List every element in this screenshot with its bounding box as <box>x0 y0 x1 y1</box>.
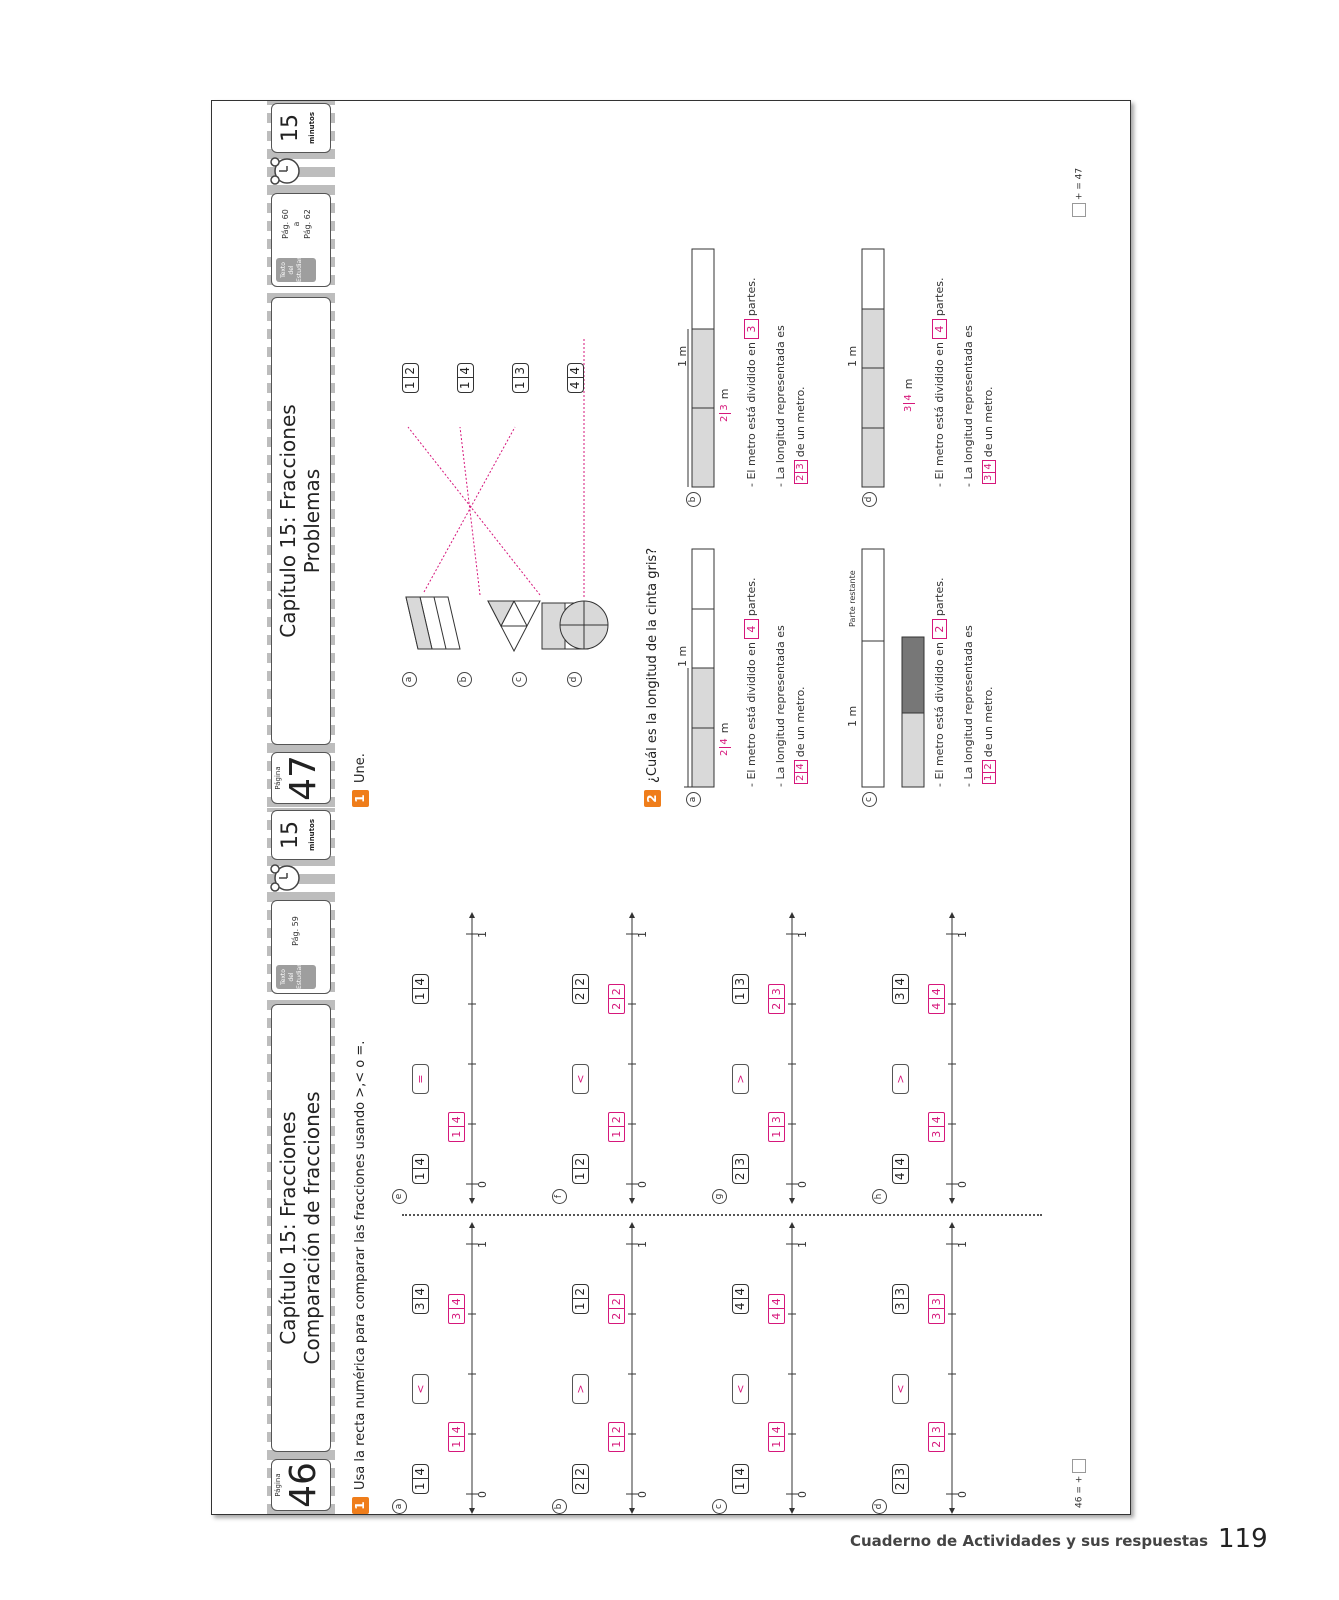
fraction-1-3: 1 3 <box>512 363 529 393</box>
axis-end: 1 <box>956 931 969 938</box>
pages-reference: Pág. 59 <box>291 916 300 946</box>
question-1-badge: 1 <box>352 1497 369 1514</box>
question-2-badge: 2 <box>644 790 661 807</box>
left: 1 4 <box>732 1464 749 1494</box>
question-1-text: Usa la recta numérica para comparar las fracciones usando >,< o =. <box>353 1040 368 1490</box>
fraction-1-2: 1 2 <box>402 363 419 393</box>
footer-page-number: 119 <box>1218 1524 1268 1554</box>
textbook-reference <box>271 193 331 287</box>
right: 2 2 <box>572 974 589 1004</box>
chapter-title-box <box>271 297 331 745</box>
axis-start: 0 <box>636 1491 649 1498</box>
left: 2 3 <box>892 1464 909 1494</box>
page-number-box <box>271 752 331 804</box>
left: 4 4 <box>892 1154 909 1184</box>
remaining-part-label: Parte restante <box>848 570 857 627</box>
tape-d-line1: - El metro está dividido en4partes. <box>933 277 946 487</box>
comparison-sign: < <box>732 1374 749 1404</box>
chapter-subtitle: Problemas <box>300 468 324 574</box>
right: 3 3 <box>892 1284 909 1314</box>
tape-a-length: 2 4 m <box>718 722 731 756</box>
tape-b-line2: - La longitud representada es <box>774 325 787 487</box>
tape-d-line3: 3 4 de un metro. <box>982 386 996 487</box>
item-label: a <box>392 1499 407 1514</box>
minutes-label: minutos <box>308 112 316 144</box>
compare-item-c <box>712 1222 862 1514</box>
axis-start: 0 <box>476 1491 489 1498</box>
page-label: Página <box>274 1473 282 1497</box>
tape-a-line2: - La longitud representada es <box>774 625 787 787</box>
question-1-text: Une. <box>353 753 368 783</box>
book-spread <box>211 100 1131 1515</box>
tape-b-length: 2 3 m <box>718 388 731 422</box>
ans1: 3 4 <box>928 1112 945 1142</box>
right: 3 4 <box>892 974 909 1004</box>
ans1: 2 3 <box>928 1422 945 1452</box>
pages-ref-end: Pág. 62 <box>303 209 312 239</box>
right: 3 4 <box>412 1284 429 1314</box>
number-line <box>612 912 652 1204</box>
tape-c-line3: 1 2 de un metro. <box>982 686 996 787</box>
chapter-title: Capítulo 15: Fracciones <box>276 404 300 638</box>
compare-item-h <box>872 912 1022 1204</box>
minutes-box <box>271 103 331 153</box>
axis-start: 0 <box>956 1181 969 1188</box>
tape-a-meter-label: 1 m <box>676 645 689 667</box>
axis-end: 1 <box>796 931 809 938</box>
item-label-c: c <box>512 672 527 687</box>
number-line <box>772 912 812 1204</box>
chapter-title-box <box>271 1004 331 1452</box>
page-header <box>267 101 335 807</box>
item-label: g <box>712 1189 727 1204</box>
page-number-box <box>271 1459 331 1511</box>
compare-item-g <box>712 912 862 1204</box>
item-label: e <box>392 1189 407 1204</box>
pages-reference <box>280 196 313 252</box>
chapter-title: Capítulo 15: Fracciones <box>276 1111 300 1345</box>
page-header <box>267 808 335 1514</box>
circle-shape <box>554 337 614 657</box>
q2-label-d: d <box>862 492 877 507</box>
tape-d-length: 3 4 m <box>902 378 915 412</box>
page-sum-footer: + = 47 <box>1072 168 1087 217</box>
ans2: 3 3 <box>928 1294 945 1324</box>
number-line <box>772 1222 812 1514</box>
alarm-clock-icon <box>267 862 303 894</box>
tape-b-line1: - El metro está dividido en3partes. <box>745 277 758 487</box>
item-label: f <box>552 1189 567 1204</box>
ans1: 1 3 <box>768 1112 785 1142</box>
ans1: 1 2 <box>608 1422 625 1452</box>
q2-label-b: b <box>686 492 701 507</box>
axis-start: 0 <box>956 1491 969 1498</box>
tape-b <box>662 231 742 491</box>
number-line <box>932 912 972 1204</box>
tape-c-line1: - El metro está dividido en2partes. <box>933 577 946 787</box>
page-number: 46 <box>283 1462 324 1508</box>
book-icon: Texto del Estudiante <box>276 258 316 282</box>
ans2: 2 3 <box>768 984 785 1014</box>
page-number: 47 <box>283 755 324 801</box>
comparison-sign: > <box>572 1374 589 1404</box>
comparison-sign: > <box>732 1064 749 1094</box>
axis-start: 0 <box>636 1181 649 1188</box>
minutes-label: minutos <box>308 819 316 851</box>
ans2: 4 4 <box>928 984 945 1014</box>
compare-item-f <box>552 912 702 1204</box>
right: 1 2 <box>572 1284 589 1314</box>
axis-start: 0 <box>796 1181 809 1188</box>
comparison-sign: < <box>572 1064 589 1094</box>
question-2-text: ¿Cuál es la longitud de la cinta gris? <box>645 547 660 783</box>
item-label: h <box>872 1189 887 1204</box>
axis-end: 1 <box>636 931 649 938</box>
item-label: c <box>712 1499 727 1514</box>
right: 1 3 <box>732 974 749 1004</box>
compare-item-d <box>872 1222 1022 1514</box>
q2-label-a: a <box>686 792 701 807</box>
chapter-subtitle: Comparación de fracciones <box>300 1091 324 1365</box>
page-label: Página <box>274 766 282 790</box>
ans1: 1 4 <box>448 1422 465 1452</box>
minutes-box <box>271 810 331 860</box>
comparison-sign: < <box>412 1374 429 1404</box>
item-label: d <box>872 1499 887 1514</box>
axis-end: 1 <box>956 1241 969 1248</box>
tape-a-line1: - El metro está dividido en4partes. <box>745 577 758 787</box>
tape-b-meter-label: 1 m <box>676 345 689 367</box>
item-label-a: a <box>402 672 417 687</box>
page-47 <box>212 101 1130 807</box>
minutes-value: 15 <box>278 821 303 849</box>
pages-ref-start: Pág. 60 <box>281 209 290 239</box>
axis-end: 1 <box>476 1241 489 1248</box>
ans2: 2 2 <box>608 1294 625 1324</box>
axis-start: 0 <box>476 1181 489 1188</box>
axis-end: 1 <box>636 1241 649 1248</box>
number-line <box>452 1222 492 1514</box>
comparison-sign: < <box>892 1374 909 1404</box>
pages-ref-sep: a <box>292 221 301 227</box>
tape-d-meter-label: 1 m <box>846 345 859 367</box>
textbook-reference <box>271 900 331 994</box>
right: 1 4 <box>412 974 429 1004</box>
ans2: 3 4 <box>448 1294 465 1324</box>
ans2: 4 4 <box>768 1294 785 1324</box>
item-label-d: d <box>567 672 582 687</box>
axis-start: 0 <box>796 1491 809 1498</box>
left: 1 2 <box>572 1154 589 1184</box>
compare-item-e <box>392 912 542 1204</box>
left: 1 4 <box>412 1154 429 1184</box>
item-label-b: b <box>457 672 472 687</box>
tape-d-line2: - La longitud representada es <box>962 325 975 487</box>
ans1: 1 4 <box>448 1112 465 1142</box>
tape-a-line3: 2 4 de un metro. <box>794 686 808 787</box>
left: 2 3 <box>732 1154 749 1184</box>
ans2: 2 2 <box>608 984 625 1014</box>
axis-end: 1 <box>476 931 489 938</box>
book-icon: Texto del Estudiante <box>276 965 316 989</box>
q2-label-c: c <box>862 792 877 807</box>
compare-item-b <box>552 1222 702 1514</box>
compare-item-a <box>392 1222 542 1514</box>
page-46 <box>212 808 1130 1514</box>
item-label: b <box>552 1499 567 1514</box>
number-line <box>452 912 492 1204</box>
comparison-sign: = <box>412 1064 429 1094</box>
page-sum-footer: 46 = + <box>1072 1459 1087 1508</box>
comparison-sign: > <box>892 1064 909 1094</box>
minutes-value: 15 <box>278 114 303 142</box>
ans1: 1 4 <box>768 1422 785 1452</box>
question-1-badge: 1 <box>352 790 369 807</box>
tape-c-line2: - La longitud representada es <box>962 625 975 787</box>
ans1: 1 2 <box>608 1112 625 1142</box>
left: 2 2 <box>572 1464 589 1494</box>
tape-c-meter-label: 1 m <box>846 705 859 727</box>
left: 1 4 <box>412 1464 429 1494</box>
column-divider <box>402 1214 1042 1216</box>
fraction-1-4: 1 4 <box>457 363 474 393</box>
right: 4 4 <box>732 1284 749 1314</box>
axis-end: 1 <box>796 1241 809 1248</box>
number-line <box>932 1222 972 1514</box>
footer-title: Cuaderno de Actividades y sus respuestas <box>850 1532 1209 1550</box>
number-line <box>612 1222 652 1514</box>
fraction-4-4: 4 4 <box>567 363 584 393</box>
alarm-clock-icon <box>267 155 303 187</box>
tape-b-line3: 2 3 de un metro. <box>794 386 808 487</box>
